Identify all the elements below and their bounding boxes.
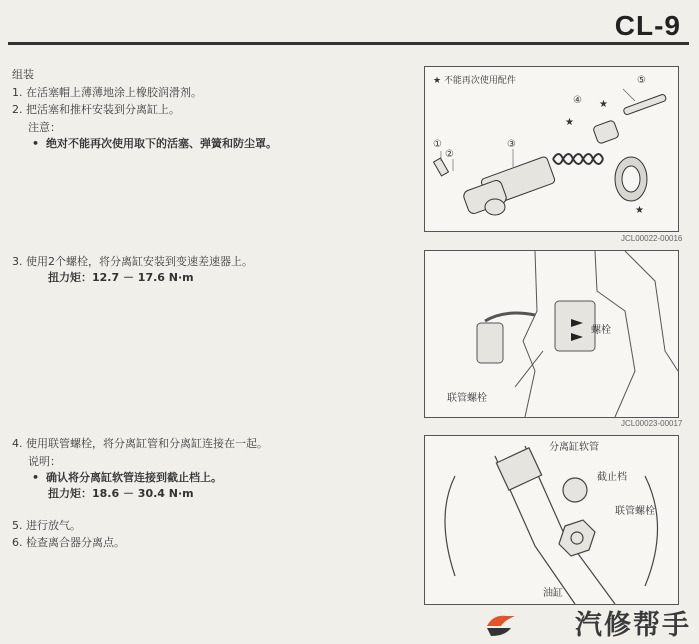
step-5: 5. 进行放气。: [12, 519, 81, 532]
step-4-note: [32, 471, 222, 485]
union-bolt-drawing: [425, 436, 678, 604]
step-2-note-text: 绝对不能再次使用取下的活塞、弹簧和防尘罩。: [46, 137, 277, 150]
step-3-torque: 扭力矩：12.7 － 17.6 N·m: [48, 271, 194, 284]
step-4-torque: 扭力矩：18.6 － 30.4 N·m: [48, 487, 194, 500]
figure1-code: JCL00022-00016: [621, 234, 683, 243]
step-6: 6. 检查离合器分离点。: [12, 536, 125, 549]
union-bolt-label: 联管螺栓: [447, 393, 487, 404]
step-3: 3. 使用2个螺栓，将分离缸安装到变速差速器上。: [12, 255, 253, 268]
bolt-label: 螺栓: [591, 325, 611, 336]
page-code: CL-9: [614, 10, 681, 41]
callout-2: ②: [445, 149, 454, 160]
callout-1: ①: [433, 139, 442, 150]
step-1: 1. 在活塞帽上薄薄地涂上橡胶润滑剂。: [12, 86, 202, 99]
stopper-label: 截止档: [597, 472, 627, 483]
star-mark: ★: [565, 117, 574, 128]
star-mark: ★: [599, 99, 608, 110]
bullet-icon: •: [32, 471, 40, 484]
bullet-icon: •: [32, 137, 40, 150]
callout-4: ④: [573, 95, 582, 106]
union-bolt-label: 联管螺栓: [615, 506, 655, 517]
section-title: 组装: [12, 68, 34, 81]
explain-label: 说明：: [28, 455, 61, 468]
callout-3: ③: [507, 139, 516, 150]
figure-slave-cylinder-parts: [424, 66, 679, 232]
step-4: 4. 使用联管螺栓，将分离缸管和分离缸连接在一起。: [12, 437, 268, 450]
callout-5: ⑤: [637, 75, 646, 86]
note-label: 注意：: [28, 121, 61, 134]
header-rule: [8, 42, 689, 45]
pipe-label: 油缸: [543, 588, 563, 599]
step-2-note: [32, 137, 277, 151]
figure1-legend: ★ 不能再次使用配件: [433, 76, 516, 86]
step-2: 2. 把活塞和推杆安装到分离缸上。: [12, 103, 180, 116]
figure-union-bolt: [424, 435, 679, 605]
figure2-code: JCL00023-00017: [621, 419, 683, 428]
watermark-logo-icon: [485, 612, 517, 638]
figure-mount-bolts: [424, 250, 679, 418]
step-4-note-text: 确认将分离缸软管连接到截止档上。: [46, 471, 222, 484]
star-mark: ★: [635, 205, 644, 216]
watermark: 汽修帮手: [575, 610, 691, 641]
hose-label: 分离缸软管: [549, 442, 599, 453]
